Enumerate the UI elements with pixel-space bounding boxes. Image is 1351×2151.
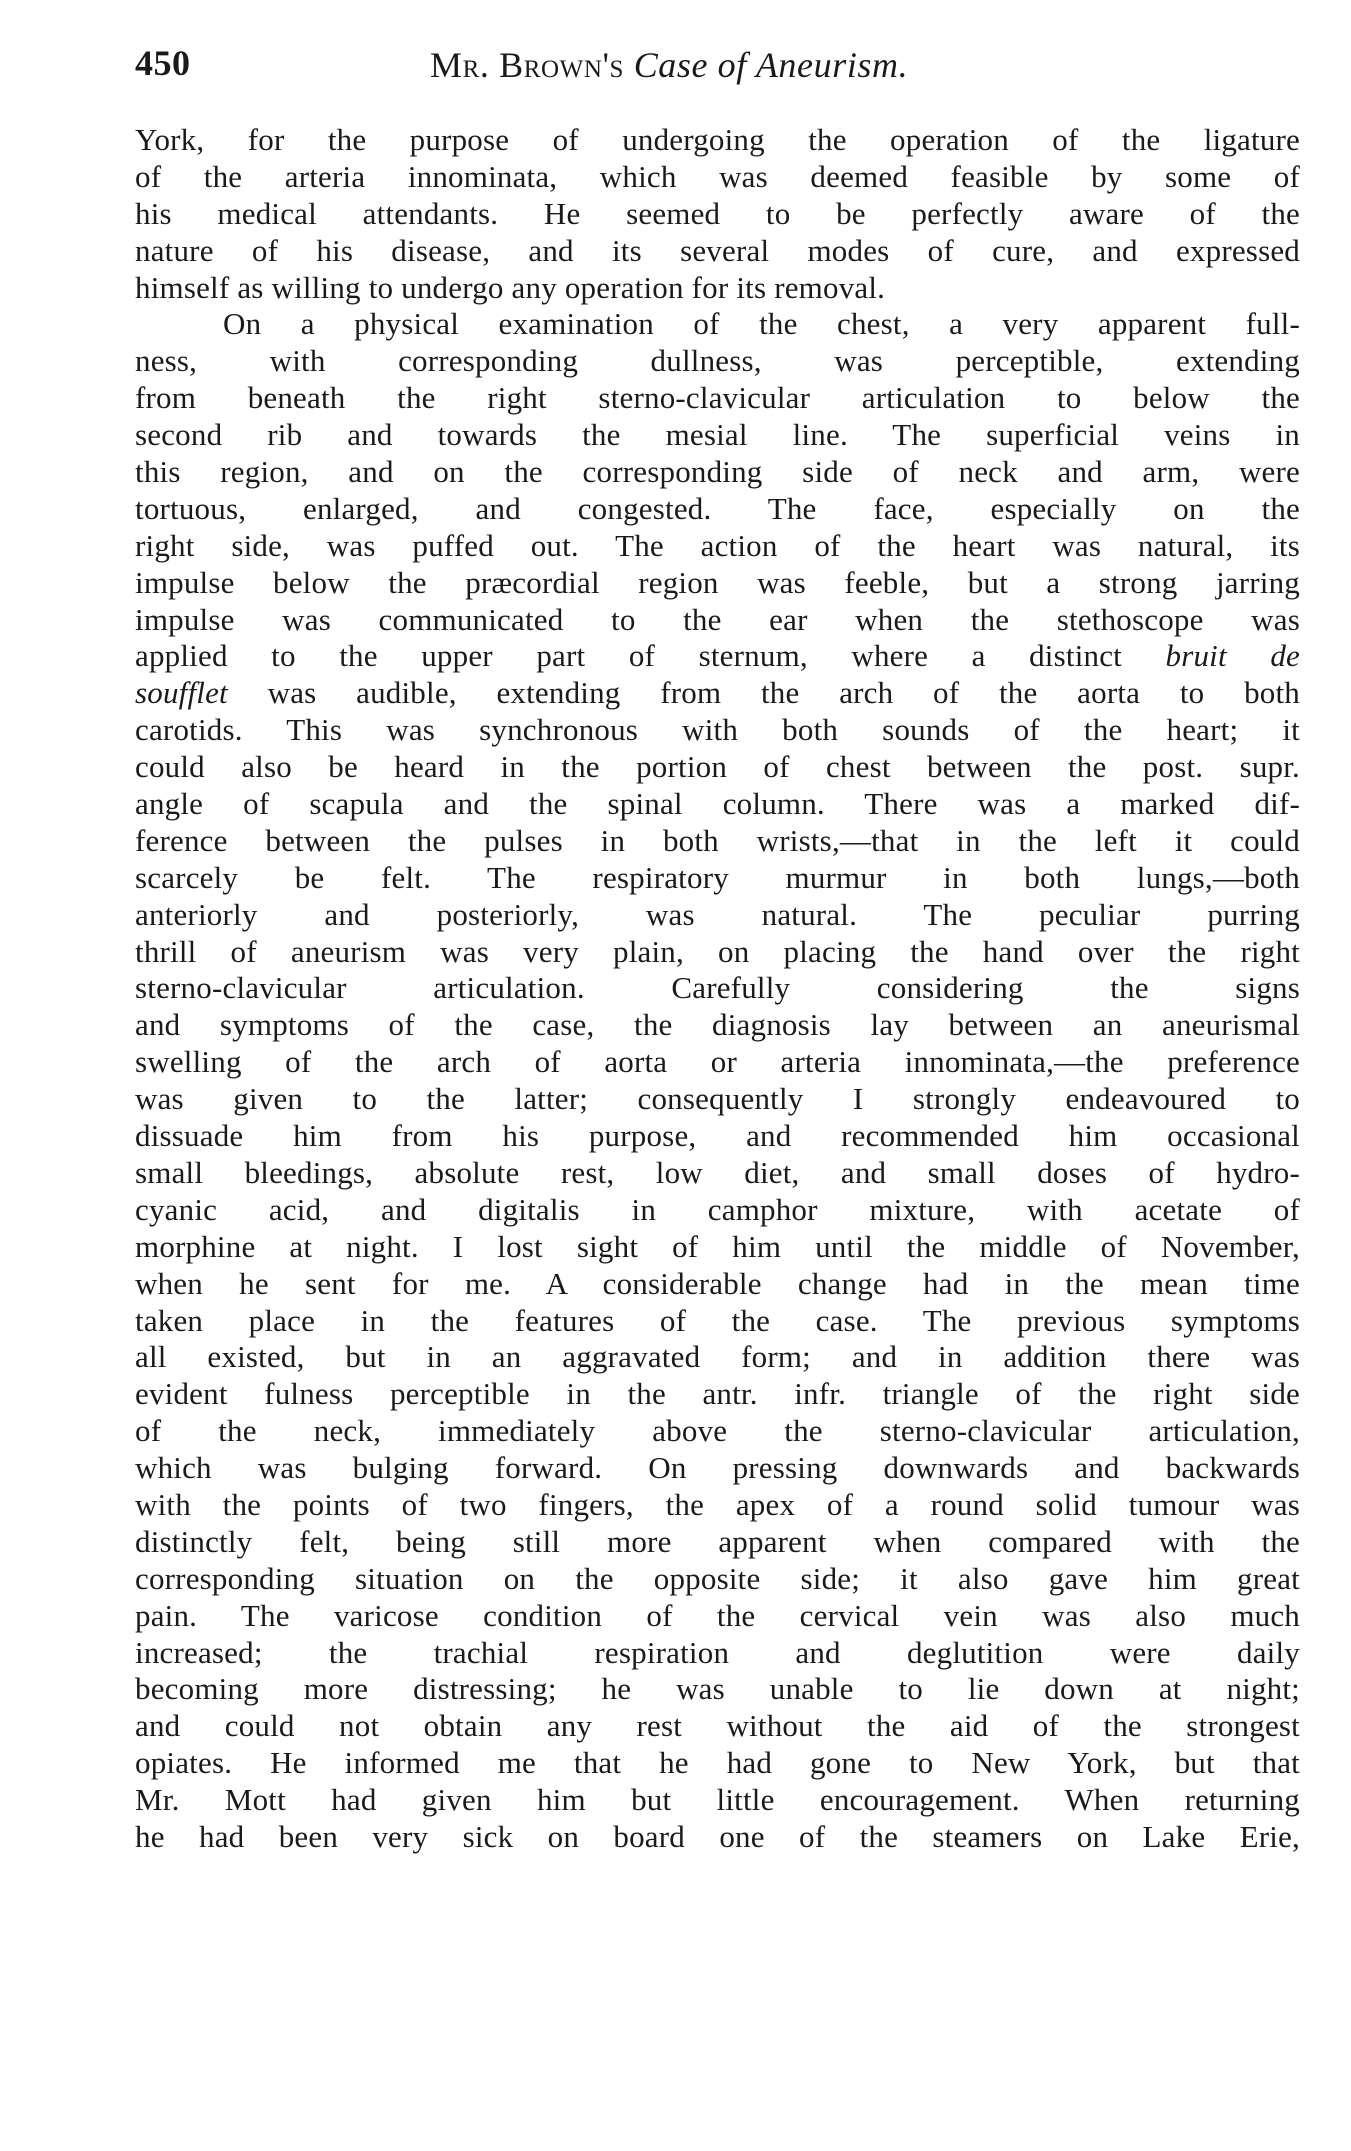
text-line: carotids. This was synchronous with both sounds of the heart; it xyxy=(135,712,1300,748)
text-line: becoming more distressing; he was unable to lie down at night; xyxy=(135,1671,1300,1707)
text-segment: was audible, extending from the arch of the aorta to both xyxy=(267,675,1301,711)
text-line: impulse was communicated to the ear when the stethoscope was xyxy=(135,601,1300,637)
text-line: opiates. He informed me that he had gone to New York, but that xyxy=(135,1745,1300,1781)
text-line: angle of scapula and the spinal column. There was a marked dif- xyxy=(135,786,1300,822)
text-line: scarcely be felt. The respiratory murmur in both lungs,—both xyxy=(135,859,1300,895)
text-segment: applied to the upper part of sternum, where a distinct xyxy=(135,638,1122,674)
text-line: corresponding situation on the opposite side; it also gave him great xyxy=(135,1560,1300,1596)
running-title-prefix: Mr. Brown's xyxy=(430,45,625,85)
text-line: taken place in the features of the case. The previous symptoms xyxy=(135,1302,1300,1338)
text-line: this region, and on the corresponding side of neck and arm, were xyxy=(135,454,1300,490)
text-line: ness, with corresponding dullness, was perceptible, extending xyxy=(135,343,1300,379)
text-line: pain. The varicose condition of the cervical vein was also much xyxy=(135,1597,1300,1633)
italic-term: bruit de xyxy=(1165,638,1300,674)
italic-term: soufflet xyxy=(135,675,228,711)
text-line: all existed, but in an aggravated form; and in addition there was xyxy=(135,1339,1300,1375)
text-line: York, for the purpose of undergoing the operation of the ligature xyxy=(135,122,1300,157)
text-line: of the arteria innominata, which was deemed feasible by some of xyxy=(135,158,1300,194)
text-line: which was bulging forward. On pressing downwards and backwards xyxy=(135,1450,1300,1486)
text-line: dissuade him from his purpose, and recommended him occasional xyxy=(135,1118,1300,1154)
text-line: from beneath the right sterno-clavicular articulation to below the xyxy=(135,380,1300,416)
text-line: himself as willing to undergo any operation for its removal. xyxy=(135,269,886,305)
text-line: thrill of aneurism was very plain, on placing the hand over the right xyxy=(135,933,1300,969)
text-line: tortuous, enlarged, and congested. The face, especially on the xyxy=(135,490,1300,526)
text-line: right side, was puffed out. The action of the heart was natural, its xyxy=(135,527,1300,563)
text-line: cyanic acid, and digitalis in camphor mixture, with acetate of xyxy=(135,1191,1300,1227)
page-number: 450 xyxy=(135,43,191,83)
text-line: was given to the latter; consequently I strongly endeavoured to xyxy=(135,1081,1300,1117)
text-line: nature of his disease, and its several modes of cure, and expressed xyxy=(135,232,1300,268)
text-line: with the points of two fingers, the apex of a round solid tumour was xyxy=(135,1486,1300,1522)
text-line: sterno-clavicular articulation. Carefully considering the signs xyxy=(135,970,1300,1006)
text-line: could also be heard in the portion of chest between the post. supr. xyxy=(135,749,1300,785)
text-line: morphine at night. I lost sight of him until the middle of November, xyxy=(135,1228,1300,1264)
paragraph-first-line: On a physical examination of the chest, a very apparent full- xyxy=(223,306,1300,342)
text-line: he had been very sick on board one of the steamers on Lake Erie, xyxy=(135,1818,1300,1854)
text-line: anteriorly and posteriorly, was natural. The peculiar purring xyxy=(135,896,1300,932)
text-line: when he sent for me. A considerable change had in the mean time xyxy=(135,1265,1300,1301)
text-line: Mr. Mott had given him but little encouragement. When returning xyxy=(135,1782,1300,1818)
text-line: small bleedings, absolute rest, low diet, and small doses of hydro- xyxy=(135,1154,1300,1190)
text-line: ference between the pulses in both wrists,—that in the left it could xyxy=(135,822,1300,858)
text-line: impulse below the præcordial region was feeble, but a strong jarring xyxy=(135,564,1300,600)
text-line: swelling of the arch of aorta or arteria innominata,—the preference xyxy=(135,1044,1300,1080)
text-line: increased; the trachial respiration and deglutition were daily xyxy=(135,1634,1300,1670)
text-line: distinctly felt, being still more apparent when compared with the xyxy=(135,1523,1300,1559)
text-line: evident fulness perceptible in the antr. infr. triangle of the right side xyxy=(135,1376,1300,1412)
running-title-italic: Case of Aneurism. xyxy=(633,45,909,85)
body-text xyxy=(135,122,1300,1856)
text-line: and could not obtain any rest without the aid of the strongest xyxy=(135,1708,1300,1744)
text-line: of the neck, immediately above the sterno-clavicular articulation, xyxy=(135,1413,1300,1449)
text-line: his medical attendants. He seemed to be perfectly aware of the xyxy=(135,195,1300,231)
text-line-with-italic xyxy=(135,638,1300,675)
text-line: and symptoms of the case, the diagnosis lay between an aneurismal xyxy=(135,1007,1300,1043)
running-title xyxy=(430,44,908,86)
running-head xyxy=(135,42,1285,92)
text-line: second rib and towards the mesial line. The superficial veins in xyxy=(135,417,1300,453)
text-line-with-italic xyxy=(135,675,1300,712)
